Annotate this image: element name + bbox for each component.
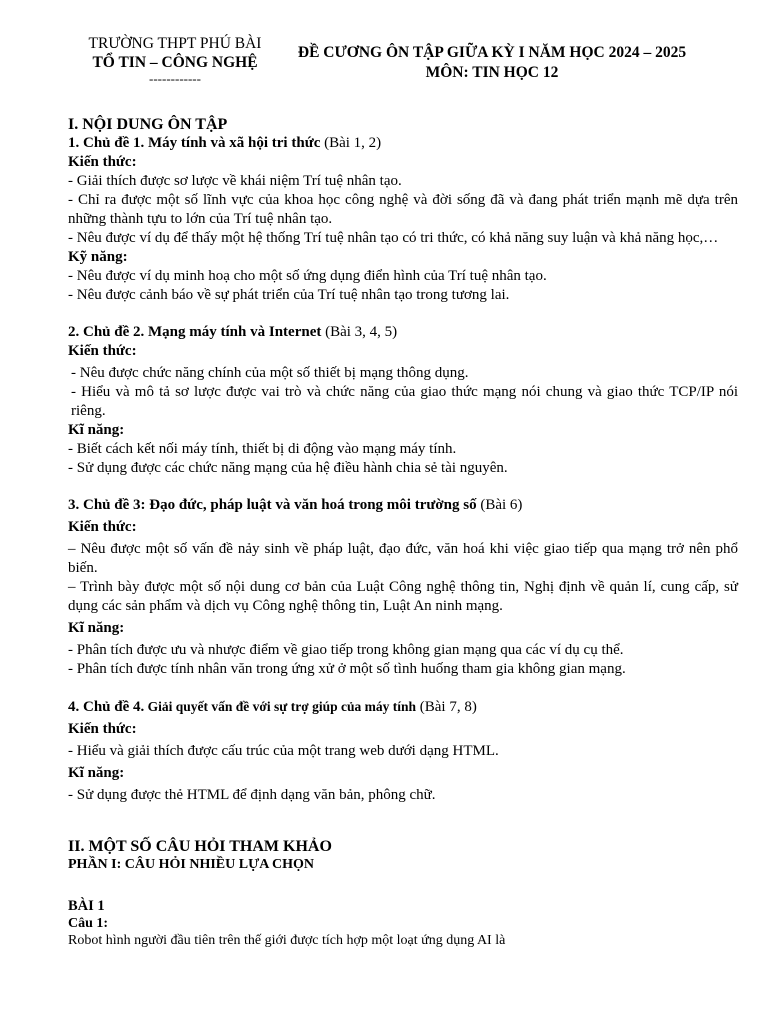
question-label: Câu 1: bbox=[68, 916, 109, 931]
topic-2-knowledge-item: - Hiểu và mô tả sơ lược được vai trò và chức năng của giao thức mạng nói chung và giao thức TCP/IP nói riêng. bbox=[71, 384, 738, 419]
topic-1-skills-label: Kỹ năng: bbox=[68, 249, 128, 265]
section-1-heading: I. NỘI DUNG ÔN TẬP bbox=[68, 116, 228, 133]
section-2-heading: II. MỘT SỐ CÂU HỎI THAM KHẢO bbox=[68, 838, 332, 855]
title-line-1: ĐỀ CƯƠNG ÔN TẬP GIỮA KỲ I NĂM HỌC 2024 – 2025 bbox=[297, 44, 687, 61]
document-page bbox=[68, 32, 738, 950]
topic-2-title bbox=[68, 323, 738, 342]
topic-2-skill-item: - Biết cách kết nối máy tính, thiết bị di động vào mạng máy tính. bbox=[68, 441, 457, 457]
topic-1-title-bold: 1. Chủ đề 1. Máy tính và xã hội tri thức bbox=[68, 135, 321, 151]
topic-1-knowledge-label: Kiến thức: bbox=[68, 154, 137, 170]
topic-2-skills-label: Kĩ năng: bbox=[68, 422, 125, 438]
document-title bbox=[282, 43, 702, 83]
topic-3-knowledge-item: – Nêu được một số vấn đề nảy sinh về pháp luật, đạo đức, văn hoá khi việc giao tiếp qua mạng trở nên phổ biến. bbox=[68, 541, 738, 576]
topic-2-title-bold: 2. Chủ đề 2. Mạng máy tính và Internet bbox=[68, 324, 322, 340]
question-text: Robot hình người đầu tiên trên thế giới được tích hợp một loạt ứng dụng AI là bbox=[68, 933, 506, 948]
topic-3-skill-item: - Phân tích được ưu và nhược điểm về giao tiếp trong không gian mạng qua các ví dụ cụ thể. bbox=[68, 642, 624, 658]
lesson-heading: BÀI 1 bbox=[68, 898, 105, 914]
topic-1-knowledge-item: - Nêu được ví dụ để thấy một hệ thống Trí tuệ nhân tạo có tri thức, có khả năng suy luận và khả năng học,… bbox=[68, 230, 719, 246]
header-divider: ------------ bbox=[149, 71, 201, 86]
topic-1-knowledge-item: - Chỉ ra được một số lĩnh vực của khoa học công nghệ và đời sống đã và đang phát triển mạnh mẽ dựa trên những thành tựu to lớn của Trí tuệ nhân tạo. bbox=[68, 192, 738, 227]
topic-1-skill-item: - Nêu được cảnh báo về sự phát triển của Trí tuệ nhân tạo trong tương lai. bbox=[68, 287, 510, 303]
topic-4-title-rest: (Bài 7, 8) bbox=[416, 699, 477, 715]
topic-3-knowledge-label: Kiến thức: bbox=[68, 519, 137, 535]
topic-2-title-rest: (Bài 3, 4, 5) bbox=[321, 324, 398, 340]
topic-3-knowledge-item: – Trình bày được một số nội dung cơ bản của Luật Công nghệ thông tin, Nghị định về quản lí, cung cấp, sử dụng các sản phẩm và dịch vụ Công nghệ thông tin, Luật An ninh mạng. bbox=[68, 579, 738, 614]
topic-4-title bbox=[68, 697, 738, 717]
department-name: TỔ TIN – CÔNG NGHỆ bbox=[92, 54, 258, 71]
school-block bbox=[68, 34, 282, 86]
part-1-heading: PHẦN I: CÂU HỎI NHIỀU LỰA CHỌN bbox=[68, 857, 315, 872]
topic-1-title bbox=[68, 134, 738, 153]
topic-4-skill-item: - Sử dụng được thẻ HTML để định dạng văn bản, phông chữ. bbox=[68, 787, 436, 803]
school-name: TRƯỜNG THPT PHÚ BÀI bbox=[88, 35, 262, 52]
topic-1-skill-item: - Nêu được ví dụ minh hoạ cho một số ứng dụng điển hình của Trí tuệ nhân tạo. bbox=[68, 268, 547, 284]
topic-3-skills-label: Kĩ năng: bbox=[68, 620, 125, 636]
topic-4-skills-label: Kĩ năng: bbox=[68, 765, 125, 781]
topic-2-knowledge-label: Kiến thức: bbox=[68, 343, 137, 359]
topic-2-knowledge-item: - Nêu được chức năng chính của một số thiết bị mạng thông dụng. bbox=[71, 365, 469, 381]
document-header bbox=[68, 32, 738, 94]
topic-2-skill-item: - Sử dụng được các chức năng mạng của hệ điều hành chia sẻ tài nguyên. bbox=[68, 460, 508, 476]
topic-3-title-bold: 3. Chủ đề 3: Đạo đức, pháp luật và văn hoá trong môi trường số bbox=[68, 497, 477, 513]
title-line-2: MÔN: TIN HỌC 12 bbox=[425, 64, 559, 81]
topic-3-title-rest: (Bài 6) bbox=[476, 497, 523, 513]
topic-4-knowledge-label: Kiến thức: bbox=[68, 721, 137, 737]
topic-3-skill-item: - Phân tích được tính nhân văn trong ứng xử ở một số tình huống tham gia không gian mạng. bbox=[68, 661, 626, 677]
topic-4-knowledge-item: - Hiểu và giải thích được cấu trúc của một trang web dưới dạng HTML. bbox=[68, 743, 499, 759]
topic-1-knowledge-item: - Giải thích được sơ lược về khái niệm Trí tuệ nhân tạo. bbox=[68, 173, 402, 189]
topic-4-title-bold: 4. Chủ đề 4. bbox=[68, 699, 145, 715]
topic-3-title bbox=[68, 496, 738, 515]
topic-1-title-rest: (Bài 1, 2) bbox=[320, 135, 382, 151]
topic-4-title-small: Giải quyết vấn đề với sự trợ giúp của máy tính bbox=[144, 699, 416, 714]
